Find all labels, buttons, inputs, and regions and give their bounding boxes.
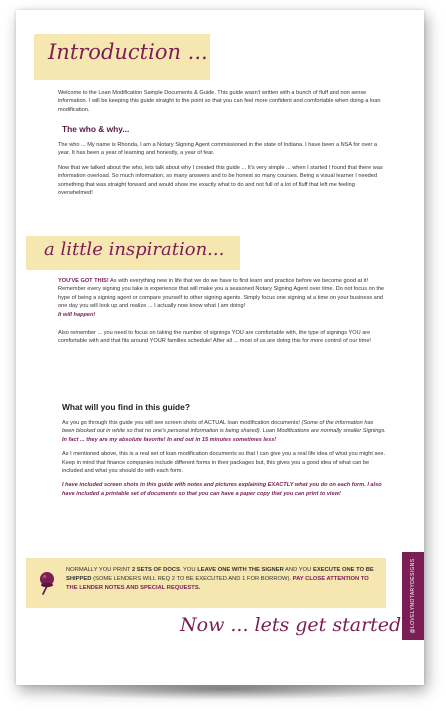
who-why-body xyxy=(58,141,386,203)
why-paragraph: Now that we talked about the who, lets talk about why I created this guide ... It's very simple ... when I started I found that there was information overload. So much information, so many answers and to be honest so many courses. Being a visual learner I needed something that was straight forward and would show me exactly what to do and not full of a lot of fluff that left me feeling overwhelmed! xyxy=(58,164,383,196)
document-page xyxy=(16,10,424,685)
note-text xyxy=(66,566,378,593)
inspiration-remember: Also remember ... you need to focus on taking the number of signings YOU are comfortable with, the type of signings YOU are comfortable with and that fits around YOUR families schedule! After all ... most of us are doing this for more control of our time! xyxy=(58,329,371,345)
note-text-4: (SOME LENDERS WILL REQ 2 TO BE EXECUTED AND 1 FOR BORROW). xyxy=(91,575,293,582)
find-p1-a: As you go through this guide you will see screen shots of ACTUAL loan modification documents! xyxy=(62,420,302,426)
intro-title: Introduction ... xyxy=(48,40,208,64)
find-p3: I have included screen shots in this guide with notes and pictures explaining EXACTLY what you do on each form. I also have included a printable set of documents so that you can have a paper copy that you can print to view! xyxy=(62,482,382,497)
note-text-3: AND YOU xyxy=(283,567,313,573)
inspiration-lead: YOU'VE GOT THIS! xyxy=(58,278,109,284)
who-paragraph: The who ... My name is Rhonda, I am a Notary Signing Agent commissioned in the state of Indiana. I have been a NSA for over a year. It has been a year of learning and honestly, a year of fear. xyxy=(58,142,378,157)
find-p1-b: (Some of the information has been blocked out in white so that no one's personal information is being shared). Loan Modifications are normally smaller Signings. xyxy=(62,420,386,435)
inspiration-emphasis: It will happen! xyxy=(58,311,96,318)
who-why-heading: The who & why... xyxy=(62,124,130,134)
find-body xyxy=(62,419,386,504)
note-text-1: NORMALLY YOU PRINT xyxy=(66,567,132,573)
note-bold-1: 2 SETS OF DOCS xyxy=(131,567,180,573)
inspiration-body xyxy=(58,277,386,352)
note-bold-4: PAY CLOSE ATTENTION TO THE LENDER NOTES AND SPECIAL REQUESTS. xyxy=(66,575,369,591)
note-bold-3: EXECUTE ONE TO BE SHIPPED xyxy=(66,567,374,582)
side-tab-text: @LOVELYNOTARYDESIGNS xyxy=(410,558,416,634)
find-p1-c: In fact ... they are my absolute favorite! In and out in 15 minutes sometimes less! xyxy=(62,436,277,443)
inspiration-title: a little inspiration... xyxy=(44,239,225,260)
closing-text: Now ... lets get started! xyxy=(180,614,409,636)
note-text-2: . YOU xyxy=(179,567,198,573)
inspiration-paragraph: As with everything new in life that we do we have to first learn and practice before we become good at it! Remember every signing you take is experience that will make you a seasoned Notary Signing Agent over time. Do not focus on the hype of being a signing agent or compare yourself to other signing agents. Simply focus one signing at a time on your business and one day you will look up and realize ... I actually now know what I am doing! xyxy=(58,278,385,310)
note-bold-2: LEAVE ONE WITH THE SIGNER xyxy=(197,567,284,573)
find-heading: What will you find in this guide? xyxy=(62,402,190,412)
push-pin-icon xyxy=(38,571,58,595)
intro-welcome-text: Welcome to the Loan Modification Sample Documents & Guide. This guide wasn't written with a bunch of fluff and non sense information. I will be keeping this guide straight to the point so that you can feel more confident and comfortable when doing a loan modification. xyxy=(58,90,381,113)
find-p2: As I mentioned above, this is a real set of loan modification documents so that I can give you a real life idea of what you might see. Keep in mind that finance companies include different forms in their packages but, this gives you a good idea of what can be included and what you should do with each form. xyxy=(62,451,386,474)
